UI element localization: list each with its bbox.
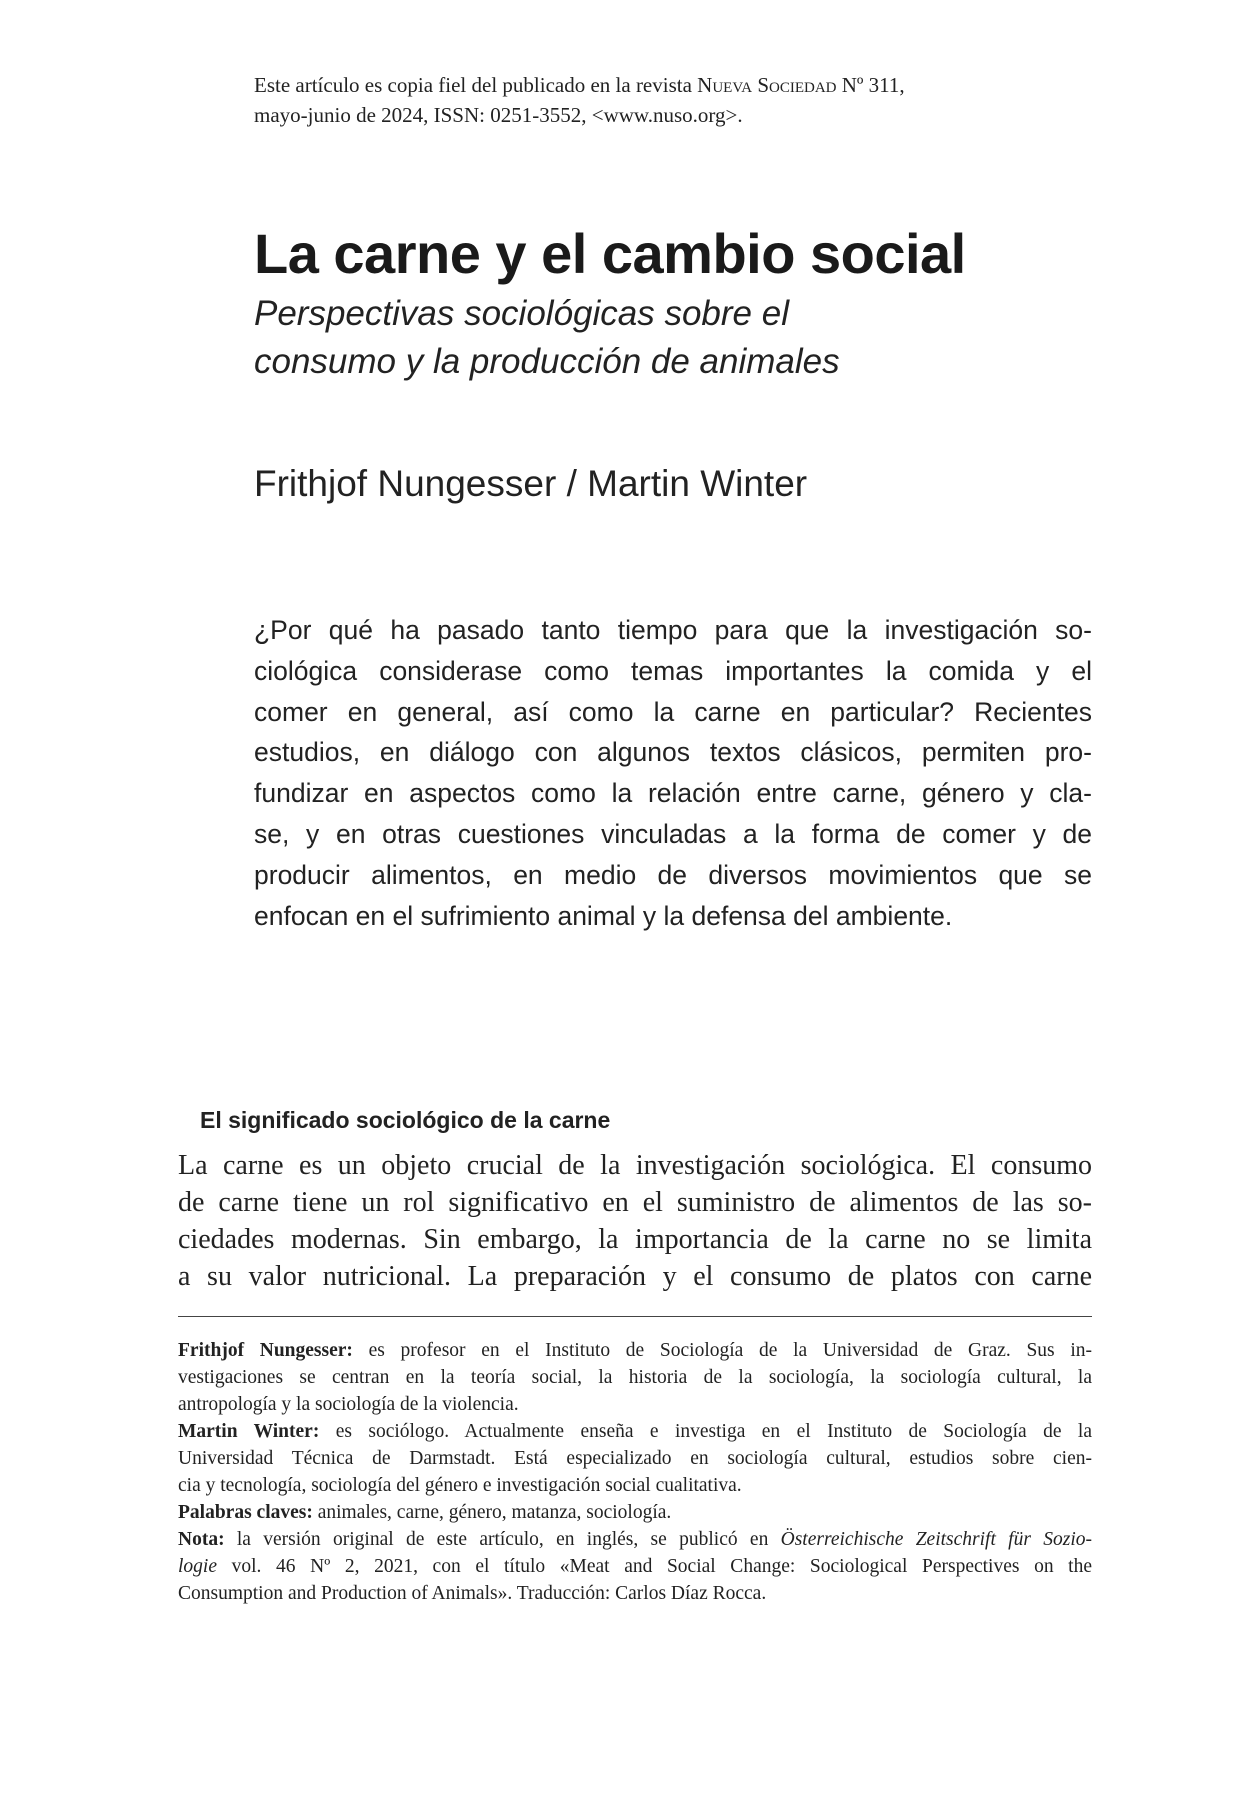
abstract-line: producir alimentos, en medio de diversos movimientos que se	[254, 859, 1092, 890]
publication-note-line-1	[254, 70, 1014, 100]
section-heading: El significado sociológico de la carne	[200, 1107, 611, 1134]
footnote-line	[178, 1499, 1092, 1526]
footnote-line	[178, 1553, 1092, 1580]
source-journal: logie	[178, 1556, 217, 1577]
footnote-line	[178, 1418, 1092, 1445]
footnote-line: Universidad Técnica de Darmstadt. Está especializado en sociología cultural, estudios sobre cien-	[178, 1448, 1092, 1469]
article-title: La carne y el cambio social	[254, 222, 966, 285]
subtitle-line: consumo y la producción de animales	[254, 342, 840, 381]
footnote-line	[178, 1337, 1092, 1364]
abstract-line: ciológica considerase como temas importantes la comida y el	[254, 655, 1092, 686]
article-authors: Frithjof Nungesser / Martin Winter	[254, 463, 808, 504]
body-line: de carne tiene un rol significativo en el suministro de alimentos de las so-	[178, 1187, 1092, 1218]
footnote-line: vestigaciones se centran en la teoría social, la historia de la sociología, la sociología cultural, la	[178, 1367, 1092, 1388]
note-label: Nota:	[178, 1529, 225, 1550]
footnote-divider	[178, 1316, 1092, 1317]
author-label: Frithjof Nungesser:	[178, 1340, 353, 1361]
author-label: Martin Winter:	[178, 1421, 320, 1442]
abstract-line: ¿Por qué ha pasado tanto tiempo para que la investigación so-	[254, 615, 1092, 645]
footnote-text: es profesor en el Instituto de Sociología de la Universidad de Graz. Sus in-	[352, 1340, 1093, 1361]
footnote-text: la versión original de este artículo, en inglés, se publicó en	[224, 1529, 781, 1550]
keywords-text: animales, carne, género, matanza, sociología.	[312, 1502, 672, 1523]
body-line: ciedades modernas. Sin embargo, la importancia de la carne no se limita	[178, 1224, 1092, 1255]
article-subtitle	[254, 290, 1014, 386]
footnote-line: Consumption and Production of Animals». Traducción: Carlos Díaz Rocca.	[178, 1583, 767, 1604]
footnotes	[178, 1337, 1092, 1607]
body-line: La carne es un objeto crucial de la investigación sociológica. El consumo	[178, 1150, 1092, 1181]
abstract-line: comer en general, así como la carne en particular? Recientes	[254, 696, 1092, 727]
body-line: a su valor nutricional. La preparación y el consumo de platos con carne	[178, 1261, 1092, 1292]
abstract-line: se, y en otras cuestiones vinculadas a la forma de comer y de	[254, 818, 1092, 849]
footnote-text: vol. 46 Nº 2, 2021, con el título «Meat and Social Change: Sociological Perspectives on the	[217, 1556, 1092, 1577]
abstract-line: enfocan en el sufrimiento animal y la defensa del ambiente.	[254, 900, 953, 931]
footnote-line: cia y tecnología, sociología del género e investigación social cualitativa.	[178, 1475, 742, 1496]
abstract	[254, 610, 1092, 936]
issue-number: Nº 311,	[836, 73, 905, 97]
journal-name: Nueva Sociedad	[697, 73, 837, 97]
abstract-line: fundizar en aspectos como la relación entre carne, género y cla-	[254, 778, 1092, 809]
footnote-line: antropología y la sociología de la violencia.	[178, 1394, 519, 1415]
publication-note	[254, 70, 1014, 130]
publication-note-text: Este artículo es copia fiel del publicado en la revista	[254, 73, 698, 97]
footnote-line	[178, 1526, 1092, 1553]
footnote-text: es sociólogo. Actualmente enseña e investiga en el Instituto de Sociología de la	[319, 1421, 1092, 1442]
source-journal: Österreichische Zeitschrift für Sozio-	[780, 1529, 1093, 1550]
keywords-label: Palabras claves:	[178, 1502, 313, 1523]
body-text	[178, 1147, 1092, 1295]
subtitle-line: Perspectivas sociológicas sobre el	[254, 294, 789, 333]
abstract-line: estudios, en diálogo con algunos textos clásicos, permiten pro-	[254, 737, 1092, 768]
publication-note-line-2: mayo-junio de 2024, ISSN: 0251-3552, <www.nuso.org>.	[254, 103, 743, 127]
